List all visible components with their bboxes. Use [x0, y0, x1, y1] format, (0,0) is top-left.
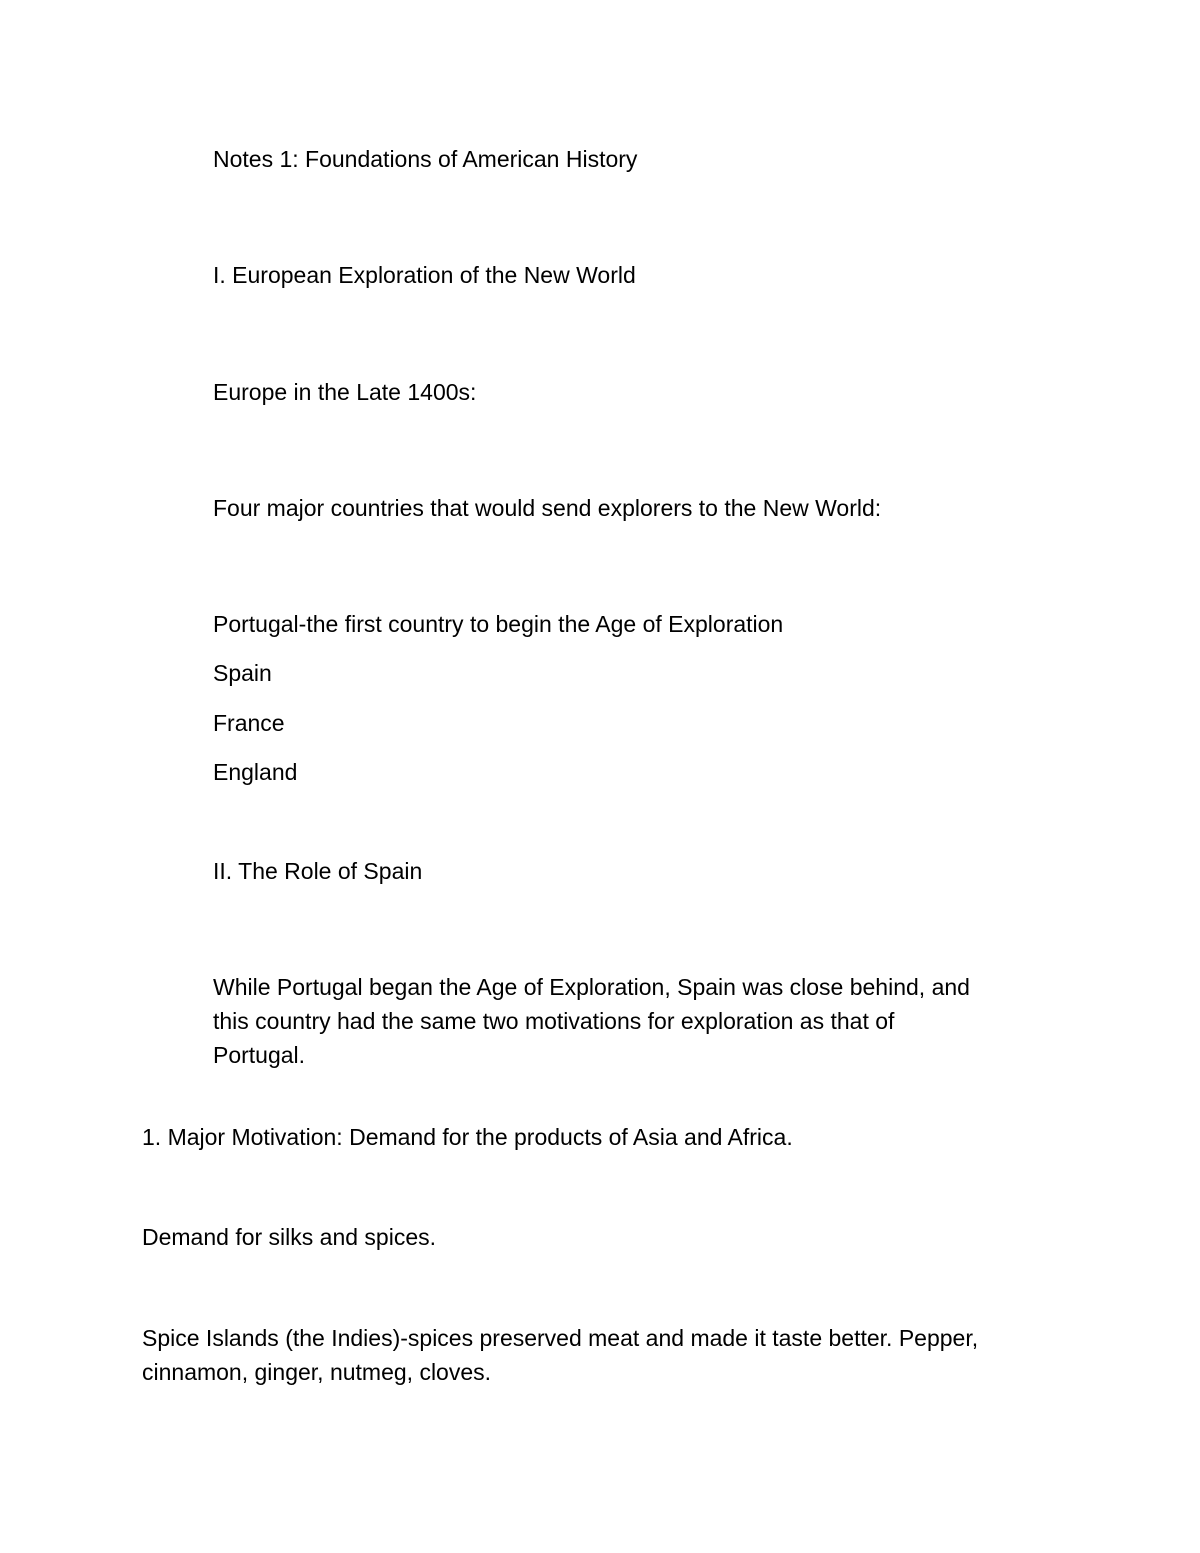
- page-title: Notes 1: Foundations of American History: [213, 146, 638, 172]
- spain-paragraph: [213, 970, 970, 1072]
- spice-islands-paragraph: [142, 1321, 978, 1389]
- country-item: Spain: [213, 660, 272, 686]
- country-item: France: [213, 710, 285, 736]
- paragraph-line: this country had the same two motivations for exploration as that of: [213, 1008, 895, 1034]
- section-1-heading: I. European Exploration of the New World: [213, 262, 636, 288]
- silks-spices-line: Demand for silks and spices.: [142, 1224, 437, 1250]
- country-item: Portugal-the first country to begin the Age of Exploration: [213, 611, 784, 637]
- europe-late-1400s-heading: Europe in the Late 1400s:: [213, 379, 477, 405]
- paragraph-line: cinnamon, ginger, nutmeg, cloves.: [142, 1359, 492, 1385]
- country-item: England: [213, 759, 298, 785]
- paragraph-line: While Portugal began the Age of Exploration, Spain was close behind, and: [213, 974, 970, 1000]
- paragraph-line: Spice Islands (the Indies)-spices preserved meat and made it taste better. Pepper,: [142, 1325, 979, 1351]
- four-countries-intro: Four major countries that would send explorers to the New World:: [213, 495, 882, 521]
- section-2-heading: II. The Role of Spain: [213, 858, 423, 884]
- paragraph-line: Portugal.: [213, 1042, 306, 1068]
- motivation-1-heading: 1. Major Motivation: Demand for the products of Asia and Africa.: [142, 1124, 793, 1150]
